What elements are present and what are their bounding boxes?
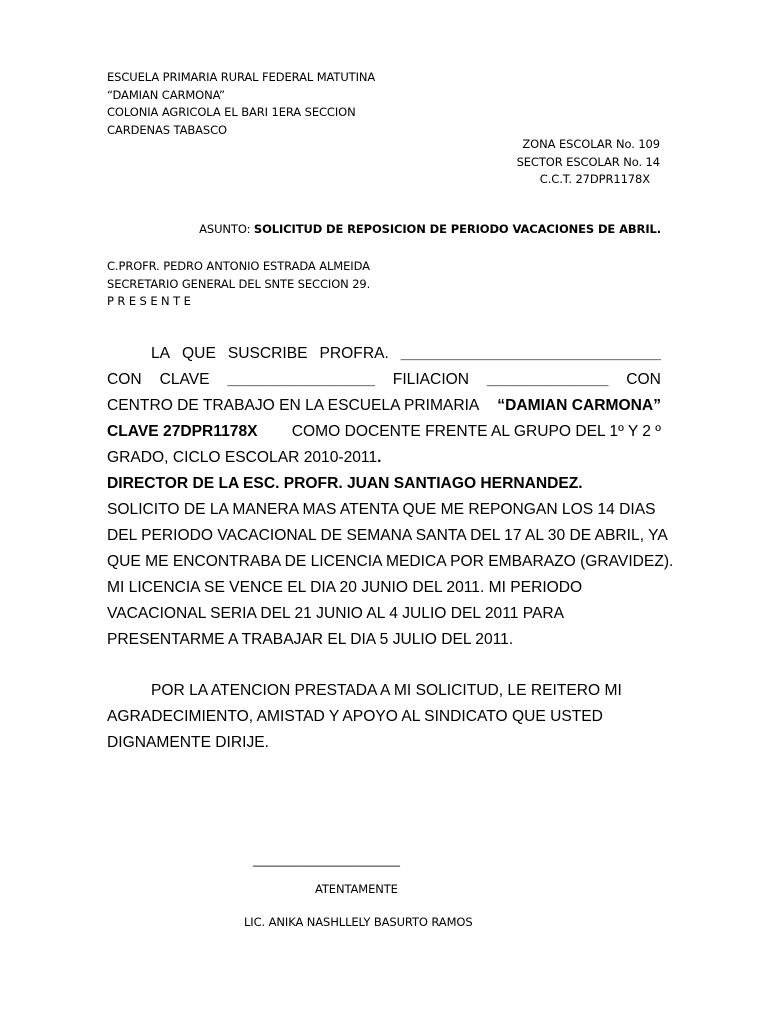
school-colony: COLONIA AGRICOLA EL BARI 1ERA SECCION: [107, 105, 356, 119]
name-blank: ______________________________: [400, 345, 661, 362]
body-text: GRADO, CICLO ESCOLAR 2010-2011: [107, 449, 378, 466]
school-name: ESCUELA PRIMARIA RURAL FEDERAL MATUTINA: [107, 70, 376, 84]
body-word: PROFRA.: [319, 345, 389, 362]
body-word: CLAVE: [159, 371, 210, 388]
sector-code: SECTOR ESCOLAR No. 14: [516, 154, 660, 169]
body-word: QUE: [182, 345, 216, 362]
request-line-1: SOLICITO DE LA MANERA MAS ATENTA QUE ME REPONGAN LOS 14 DIAS: [107, 501, 656, 518]
closing-line-1: POR LA ATENCION PRESTADA A MI SOLICITUD, LE REITERO MI: [151, 682, 622, 699]
body-row-3: [107, 393, 661, 419]
school-name-bold: “DAMIAN CARMONA”: [497, 397, 661, 414]
signer-name: LIC. ANIKA NASHLLELY BASURTO RAMOS: [244, 915, 473, 929]
director-line: DIRECTOR DE LA ESC. PROFR. JUAN SANTIAGO HERNANDEZ.: [107, 475, 583, 492]
body-row-2: [107, 367, 661, 393]
body-text: CENTRO DE TRABAJO EN LA ESCUELA PRIMARIA: [107, 397, 480, 414]
school-codes: [440, 136, 660, 189]
request-line-2: DEL PERIODO VACACIONAL DE SEMANA SANTA DEL 17 AL 30 DE ABRIL, YA: [107, 527, 668, 544]
body-text: COMO DOCENTE FRENTE AL GRUPO DEL 1º Y 2 º: [291, 423, 661, 440]
request-line-4: MI LICENCIA SE VENCE EL DIA 20 JUNIO DEL 2011. MI PERIODO: [107, 579, 583, 596]
body-word: CON: [626, 371, 661, 388]
school-header: [107, 69, 375, 139]
cct-code: C.C.T. 27DPR1178X: [539, 172, 650, 186]
clave-bold: CLAVE 27DPR1178X: [107, 423, 258, 440]
signature-line: __________________________: [253, 853, 400, 867]
recipient-title: SECRETARIO GENERAL DEL SNTE SECCION 29.: [107, 276, 371, 291]
closing-line-2: AGRADECIMIENTO, AMISTAD Y APOYO AL SINDICATO QUE USTED: [107, 708, 603, 725]
closing-word: ATENTAMENTE: [315, 882, 398, 896]
school-city: CARDENAS TABASCO: [107, 122, 227, 137]
body-word: SUSCRIBE: [227, 345, 308, 362]
request-line-5: VACACIONAL SERIA DEL 21 JUNIO AL 4 JULIO DEL 2011 PARA: [107, 605, 565, 622]
presente-text: P R E S E N T E: [107, 294, 191, 308]
request-line-6: PRESENTARME A TRABAJAR EL DIA 5 JULIO DEL 2011.: [107, 631, 514, 648]
letter-body: [107, 341, 674, 653]
zone-code: ZONA ESCOLAR No. 109: [522, 137, 660, 151]
closing-paragraph: [107, 678, 622, 756]
request-line-3: QUE ME ENCONTRABA DE LICENCIA MEDICA POR EMBARAZO (GRAVIDEZ).: [107, 553, 674, 570]
body-row-1: [107, 341, 661, 367]
body-word: LA: [151, 345, 171, 362]
recipient-block: [107, 258, 370, 311]
body-row-5: [107, 445, 661, 471]
body-word: FILIACION: [392, 371, 470, 388]
recipient-name: C.PROFR. PEDRO ANTONIO ESTRADA ALMEIDA: [107, 259, 370, 273]
body-word: CON: [107, 371, 142, 388]
filiacion-blank: ______________: [486, 371, 609, 388]
body-row-4: [107, 419, 661, 445]
school-nickname: “DAMIAN CARMONA”: [107, 87, 225, 102]
subject-text: SOLICITUD DE REPOSICION DE PERIODO VACACIONES DE ABRIL.: [253, 222, 661, 236]
subject-label: ASUNTO:: [199, 222, 251, 236]
body-period: .: [377, 449, 382, 466]
subject-line: [199, 221, 661, 239]
clave-blank: _________________: [227, 371, 375, 388]
closing-line-3: DIGNAMENTE DIRIJE.: [107, 734, 270, 751]
